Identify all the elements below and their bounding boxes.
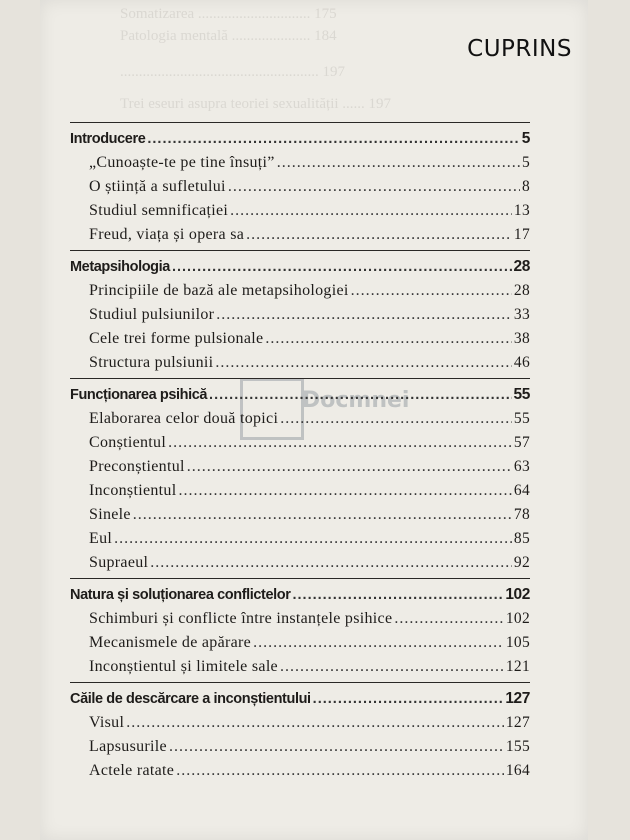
toc-entry-title: Schimburi și conflicte între instanțele psihice bbox=[89, 610, 393, 627]
toc-entry-title: Preconștientul bbox=[89, 458, 185, 475]
dot-leader bbox=[147, 127, 519, 151]
toc-entry bbox=[70, 551, 530, 575]
toc-entry-page-number: 46 bbox=[513, 354, 530, 371]
toc-entry-page-number: 92 bbox=[513, 554, 530, 571]
dot-leader bbox=[292, 583, 503, 607]
toc-entry bbox=[70, 327, 530, 351]
toc-entry-title: Elaborarea celor două topici bbox=[89, 410, 279, 427]
toc-entry-page-number: 13 bbox=[513, 202, 530, 219]
dot-leader bbox=[230, 199, 512, 223]
toc-entry bbox=[70, 303, 530, 327]
toc-entry-page-number: 33 bbox=[513, 306, 530, 323]
toc-chapter-title: Natura și soluționarea conflictelor bbox=[70, 587, 291, 603]
toc-section bbox=[70, 682, 530, 783]
dot-leader bbox=[187, 455, 512, 479]
toc-entry-title: Cele trei forme pulsionale bbox=[89, 330, 264, 347]
toc-entry bbox=[70, 351, 530, 375]
toc-entry bbox=[70, 607, 530, 631]
dot-leader bbox=[150, 551, 512, 575]
dot-leader bbox=[133, 503, 512, 527]
toc-entry-title: Inconștientul bbox=[89, 482, 177, 499]
toc-entry-title: O știință a sufletului bbox=[89, 178, 226, 195]
toc-entry-page-number: 121 bbox=[505, 658, 530, 675]
toc-entry-title: Sinele bbox=[89, 506, 131, 523]
toc-entry-title: „Cunoaște-te pe tine însuți” bbox=[89, 154, 275, 171]
dot-leader bbox=[209, 383, 512, 407]
toc-entry-page-number: 155 bbox=[505, 738, 530, 755]
toc-entry-page-number: 5 bbox=[521, 154, 530, 171]
toc-entry bbox=[70, 711, 530, 735]
dot-leader bbox=[280, 407, 512, 431]
toc-entry-page-number: 8 bbox=[521, 178, 530, 195]
toc-entry bbox=[70, 223, 530, 247]
toc-entry bbox=[70, 655, 530, 679]
toc-chapter-title: Metapsihologia bbox=[70, 259, 170, 275]
toc-entry-title: Studiul pulsiunilor bbox=[89, 306, 215, 323]
toc-entry bbox=[70, 759, 530, 783]
dot-leader bbox=[280, 655, 504, 679]
page-title: CUPRINS bbox=[467, 36, 572, 62]
toc-entry-page-number: 85 bbox=[513, 530, 530, 547]
toc-chapter-title: Căile de descărcare a inconștientului bbox=[70, 691, 311, 707]
dot-leader bbox=[169, 735, 504, 759]
toc-entry-title: Eul bbox=[89, 530, 113, 547]
dot-leader bbox=[228, 175, 520, 199]
dot-leader bbox=[176, 759, 504, 783]
dot-leader bbox=[114, 527, 512, 551]
dot-leader bbox=[265, 327, 511, 351]
toc-entry bbox=[70, 279, 530, 303]
toc-chapter-page-number: 5 bbox=[521, 130, 530, 147]
bleed-through-text: ..................................................... 197 bbox=[120, 64, 345, 80]
toc-entry-title: Freud, viața și opera sa bbox=[89, 226, 245, 243]
bleed-through-text: Somatizarea .............................. 175 bbox=[120, 6, 337, 22]
toc-entry-title: Mecanismele de apărare bbox=[89, 634, 252, 651]
toc-entry bbox=[70, 503, 530, 527]
toc-chapter bbox=[70, 255, 530, 279]
toc-chapter bbox=[70, 583, 530, 607]
toc-chapter-page-number: 102 bbox=[505, 586, 530, 603]
toc-entry bbox=[70, 735, 530, 759]
dot-leader bbox=[216, 303, 512, 327]
toc-entry bbox=[70, 199, 530, 223]
toc-chapter bbox=[70, 383, 530, 407]
toc-entry-page-number: 105 bbox=[505, 634, 530, 651]
toc-entry-page-number: 17 bbox=[513, 226, 530, 243]
toc-entry-title: Studiul semnificației bbox=[89, 202, 229, 219]
toc-entry-page-number: 57 bbox=[513, 434, 530, 451]
dot-leader bbox=[178, 479, 511, 503]
toc-entry-page-number: 127 bbox=[505, 714, 530, 731]
dot-leader bbox=[351, 279, 512, 303]
toc-entry-page-number: 64 bbox=[513, 482, 530, 499]
toc-chapter-page-number: 28 bbox=[513, 258, 530, 275]
toc-chapter-title: Introducere bbox=[70, 131, 146, 147]
toc-section bbox=[70, 250, 530, 375]
dot-leader bbox=[168, 431, 512, 455]
toc-entry bbox=[70, 631, 530, 655]
toc-entry bbox=[70, 455, 530, 479]
toc-chapter-page-number: 127 bbox=[505, 690, 530, 707]
toc-entry bbox=[70, 151, 530, 175]
toc-entry-page-number: 55 bbox=[513, 410, 530, 427]
dot-leader bbox=[172, 255, 512, 279]
toc-entry-title: Lapsusurile bbox=[89, 738, 167, 755]
toc-chapter bbox=[70, 687, 530, 711]
toc-chapter bbox=[70, 127, 530, 151]
toc-section bbox=[70, 378, 530, 575]
dot-leader bbox=[126, 711, 504, 735]
toc-entry-page-number: 28 bbox=[513, 282, 530, 299]
toc-entry-page-number: 102 bbox=[505, 610, 530, 627]
watermark-text: Docmnei bbox=[302, 388, 410, 413]
toc-entry bbox=[70, 175, 530, 199]
toc-entry bbox=[70, 431, 530, 455]
dot-leader bbox=[215, 351, 512, 375]
toc-entry bbox=[70, 527, 530, 551]
toc-entry-title: Principiile de bază ale metapsihologiei bbox=[89, 282, 349, 299]
toc-entry-title: Supraeul bbox=[89, 554, 149, 571]
toc-entry-title: Conștientul bbox=[89, 434, 167, 451]
toc-entry-title: Inconștientul și limitele sale bbox=[89, 658, 278, 675]
toc-entry bbox=[70, 407, 530, 431]
toc-entry-page-number: 78 bbox=[513, 506, 530, 523]
toc-section bbox=[70, 578, 530, 679]
toc-entry-title: Actele ratate bbox=[89, 762, 175, 779]
toc-chapter-title: Funcționarea psihică bbox=[70, 387, 208, 403]
dot-leader bbox=[246, 223, 512, 247]
toc-entry bbox=[70, 479, 530, 503]
dot-leader bbox=[394, 607, 503, 631]
table-of-contents bbox=[70, 122, 530, 786]
toc-entry-page-number: 164 bbox=[505, 762, 530, 779]
bleed-through-text: Patologia mentală ..................... 184 bbox=[120, 28, 337, 44]
toc-entry-title: Structura pulsiunii bbox=[89, 354, 214, 371]
toc-chapter-page-number: 55 bbox=[513, 386, 530, 403]
toc-section bbox=[70, 122, 530, 247]
bleed-through-text: Trei eseuri asupra teoriei sexualității ...... 197 bbox=[120, 96, 392, 112]
toc-entry-page-number: 38 bbox=[513, 330, 530, 347]
dot-leader bbox=[277, 151, 520, 175]
toc-entry-title: Visul bbox=[89, 714, 125, 731]
dot-leader bbox=[253, 631, 504, 655]
dot-leader bbox=[313, 687, 504, 711]
toc-entry-page-number: 63 bbox=[513, 458, 530, 475]
